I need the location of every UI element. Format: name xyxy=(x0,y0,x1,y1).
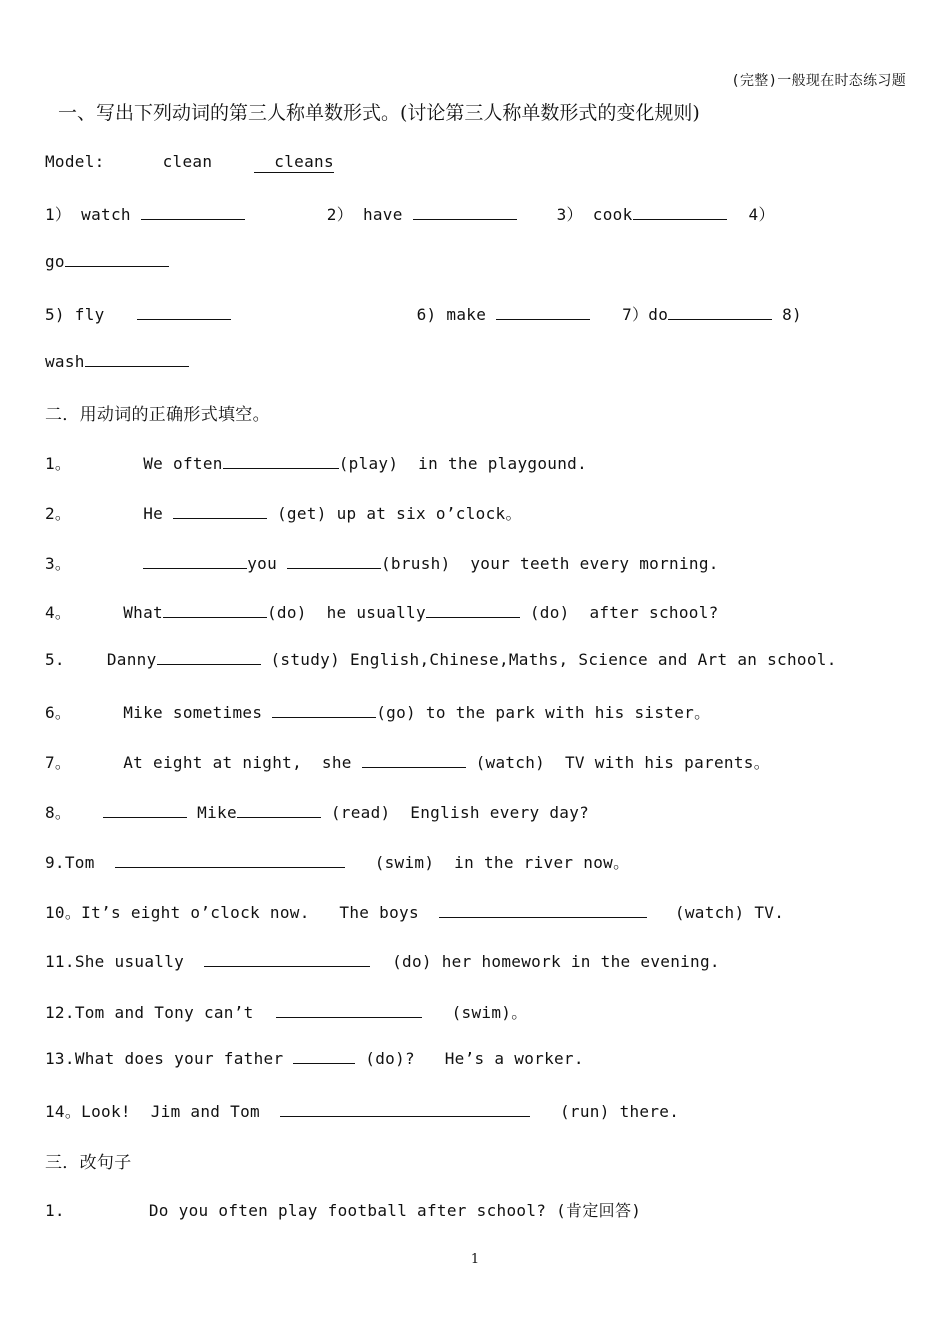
answer-blank[interactable] xyxy=(163,603,267,618)
answer-blank[interactable] xyxy=(173,504,267,519)
answer-blank[interactable] xyxy=(426,603,520,618)
item-text: (do) after school? xyxy=(529,603,719,622)
answer-blank[interactable] xyxy=(204,950,370,967)
answer-blank[interactable] xyxy=(293,1049,355,1064)
answer-blank[interactable] xyxy=(237,803,321,818)
answer-blank[interactable] xyxy=(141,205,245,220)
exercise-row xyxy=(45,1000,528,1023)
item-text: Mike xyxy=(197,803,237,822)
section3-title: 三．改句子 xyxy=(45,1153,132,1173)
verb-item: wash xyxy=(45,352,85,371)
answer-blank[interactable] xyxy=(103,803,187,818)
answer-blank[interactable] xyxy=(287,554,381,569)
section2-title: 二．用动词的正确形式填空。 xyxy=(45,405,270,425)
item-number: 6。 xyxy=(45,703,72,722)
answer-blank[interactable] xyxy=(137,305,231,320)
answer-blank[interactable] xyxy=(143,554,247,569)
item-text: (brush) your teeth every morning. xyxy=(380,554,719,573)
item-number: 5. xyxy=(45,650,65,669)
verb-row-1 xyxy=(45,202,775,225)
item-number: 14。 xyxy=(45,1102,82,1121)
exercise-row xyxy=(45,501,522,524)
exercise-row xyxy=(45,800,589,823)
item-text: She usually xyxy=(74,952,185,971)
item-text: (watch) TV with his parents。 xyxy=(475,753,770,772)
item-text: (watch) TV. xyxy=(674,903,785,922)
exercise-row xyxy=(45,551,719,574)
item-number: 7。 xyxy=(45,753,72,772)
exercise-row xyxy=(45,1049,584,1068)
item-text: (do) he usually xyxy=(266,603,426,622)
verb-item: 2） have xyxy=(326,205,403,224)
verb-item: 3） cook xyxy=(556,205,633,224)
verb-item: 4） xyxy=(748,205,775,224)
answer-blank[interactable] xyxy=(496,305,590,320)
exercise-row xyxy=(45,850,629,873)
item-number: 1。 xyxy=(45,454,72,473)
answer-blank[interactable] xyxy=(633,205,727,220)
item-number: 1. xyxy=(45,1201,65,1220)
exercise-row xyxy=(45,451,587,474)
item-text: (run) there. xyxy=(559,1102,680,1121)
verb-item: go xyxy=(45,252,65,271)
model-row xyxy=(45,152,334,173)
answer-blank[interactable] xyxy=(115,851,345,868)
item-text: It’s eight o’clock now. The boys xyxy=(81,903,419,922)
model-word: clean xyxy=(162,152,213,171)
item-number: 8。 xyxy=(45,803,72,822)
item-text: We often xyxy=(143,454,223,473)
exercise-row xyxy=(45,600,719,623)
item-number: 3。 xyxy=(45,554,72,573)
item-text: (swim)。 xyxy=(451,1003,528,1022)
verb-item: 8) xyxy=(782,305,802,324)
verb-item: 6) make xyxy=(416,305,487,324)
answer-blank[interactable] xyxy=(157,650,261,665)
answer-blank[interactable] xyxy=(223,454,339,469)
answer-blank[interactable] xyxy=(65,252,169,267)
item-text: (swim) in the river now。 xyxy=(374,853,630,872)
item-text: you xyxy=(247,554,278,573)
item-text: At eight at night, she xyxy=(123,753,352,772)
item-text: He xyxy=(143,504,164,523)
section1-title: 一、写出下列动词的第三人称单数形式。(讨论第三人称单数形式的变化规则) xyxy=(58,102,700,124)
item-text: Do you often play football after school? (肯定回答) xyxy=(148,1201,642,1220)
item-number: 11. xyxy=(45,952,75,971)
page-number: 1 xyxy=(470,1252,480,1267)
item-text: (study) English,Chinese,Maths, Science and Art an school. xyxy=(270,650,837,669)
item-text: What does your father xyxy=(74,1049,284,1068)
item-number: 4。 xyxy=(45,603,72,622)
item-text: (do) her homework in the evening. xyxy=(392,952,720,971)
answer-blank[interactable] xyxy=(362,753,466,768)
page-header: (完整)一般现在时态练习题 xyxy=(731,73,906,89)
answer-blank[interactable] xyxy=(413,205,517,220)
item-text: (read) English every day? xyxy=(330,803,590,822)
verb-row-4 xyxy=(45,352,189,371)
item-text: (play) in the playgound. xyxy=(338,454,588,473)
verb-row-2 xyxy=(45,252,169,271)
item-number: 2。 xyxy=(45,504,72,523)
exercise-row xyxy=(45,650,837,669)
exercise-row xyxy=(45,700,710,723)
item-text: What xyxy=(123,603,163,622)
item-number: 12. xyxy=(45,1003,75,1022)
answer-blank[interactable] xyxy=(85,352,189,367)
item-number: 13. xyxy=(45,1049,75,1068)
item-text: (do)? He’s a worker. xyxy=(365,1049,584,1068)
item-number: 10。 xyxy=(45,903,82,922)
answer-blank[interactable] xyxy=(439,901,647,918)
item-text: (get) up at six o’clock。 xyxy=(276,504,522,523)
verb-item: 7）do xyxy=(622,305,669,324)
exercise-row xyxy=(45,900,784,923)
item-text: Mike sometimes xyxy=(123,703,263,722)
exercise-row xyxy=(45,750,770,773)
answer-blank[interactable] xyxy=(280,1100,530,1117)
item-text: (go) to the park with his sister。 xyxy=(376,703,711,722)
answer-blank[interactable] xyxy=(276,1001,422,1018)
answer-blank[interactable] xyxy=(668,305,772,320)
item-text: Look! Jim and Tom xyxy=(81,1102,260,1121)
verb-item: 1） watch xyxy=(45,205,131,224)
model-answer: cleans xyxy=(254,152,334,173)
exercise-row xyxy=(45,1099,679,1122)
item-text: Tom and Tony can’t xyxy=(74,1003,254,1022)
verb-item: 5) fly xyxy=(45,305,105,324)
model-label: Model: xyxy=(45,152,105,171)
rewrite-row xyxy=(45,1198,641,1221)
answer-blank[interactable] xyxy=(272,703,376,718)
exercise-row xyxy=(45,950,720,971)
item-text: Danny xyxy=(106,650,157,669)
item-number: 9. xyxy=(45,853,65,872)
item-text: Tom xyxy=(64,853,95,872)
verb-row-3 xyxy=(45,302,802,325)
